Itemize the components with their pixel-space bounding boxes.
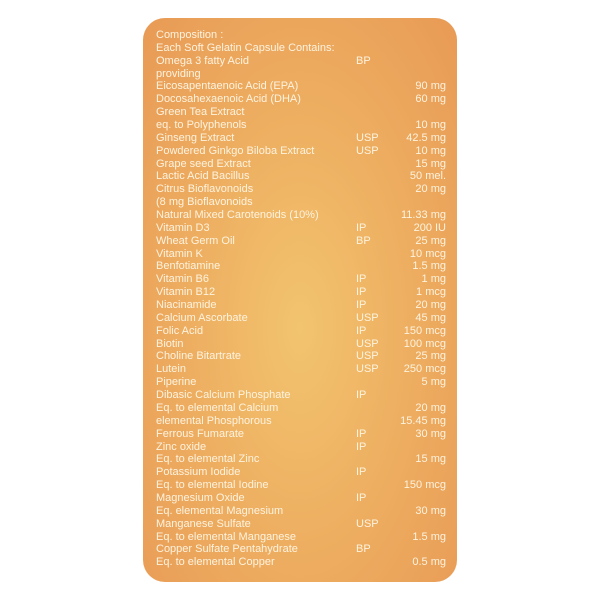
ingredient-quantity: 10 mg [415, 144, 446, 157]
ingredient-row [156, 260, 457, 273]
composition-heading [156, 29, 457, 42]
ingredient-name: Calcium Ascorbate [156, 311, 248, 324]
ingredient-name: Lactic Acid Bacillus [156, 170, 250, 183]
ingredient-row [156, 158, 457, 171]
ingredient-row [156, 556, 457, 569]
ingredient-standard: IP [356, 427, 367, 440]
ingredient-name: Benfotiamine [156, 260, 221, 273]
ingredient-quantity: 10 mg [415, 119, 446, 132]
ingredient-name: Eq. to elemental Zinc [156, 453, 260, 466]
ingredient-row [156, 453, 457, 466]
ingredient-row [156, 505, 457, 518]
ingredient-quantity: 45 mg [415, 311, 446, 324]
ingredient-name: Piperine [156, 376, 197, 389]
ingredient-name: Grape seed Extract [156, 157, 251, 170]
ingredient-standard: IP [356, 324, 367, 337]
ingredient-name: Vitamin K [156, 247, 203, 260]
ingredient-name: Eq. to elemental Copper [156, 556, 275, 569]
ingredient-name: Ginseng Extract [156, 131, 235, 144]
ingredient-name: Magnesium Oxide [156, 491, 245, 504]
ingredient-quantity: 15.45 mg [400, 414, 446, 427]
ingredient-row [156, 441, 457, 454]
ingredient-row [156, 196, 457, 209]
ingredient-standard: IP [356, 389, 367, 402]
ingredient-name: Folic Acid [156, 324, 204, 337]
ingredient-name: Eq. to elemental Manganese [156, 530, 297, 543]
ingredient-row [156, 132, 457, 145]
ingredient-row [156, 80, 457, 93]
ingredient-row [156, 479, 457, 492]
ingredient-name: Eq. elemental Magnesium [156, 504, 284, 517]
ingredient-name: Niacinamide [156, 299, 217, 312]
ingredient-name: Eq. to elemental Calcium [156, 401, 279, 414]
ingredient-standard: IP [356, 440, 367, 453]
composition-subtitle: Each Soft Gelatin Capsule Contains: [156, 41, 335, 54]
ingredient-row [156, 402, 457, 415]
ingredient-row [156, 389, 457, 402]
ingredient-standard: BP [356, 54, 371, 67]
ingredient-quantity: 5 mg [421, 376, 446, 389]
ingredient-name: Lutein [156, 363, 186, 376]
ingredient-quantity: 30 mg [415, 504, 446, 517]
ingredient-name: providing [156, 67, 201, 80]
ingredient-row [156, 170, 457, 183]
ingredient-quantity: 42.5 mg [406, 131, 446, 144]
ingredient-name: Eicosapentaenoic Acid (EPA) [156, 80, 299, 93]
ingredient-name: Wheat Germ Oil [156, 234, 235, 247]
ingredient-row [156, 338, 457, 351]
ingredient-row [156, 106, 457, 119]
ingredient-row [156, 145, 457, 158]
ingredient-name: elemental Phosphorous [156, 414, 272, 427]
ingredient-quantity: 15 mg [415, 157, 446, 170]
ingredient-standard: USP [356, 517, 379, 530]
composition-subheading [156, 42, 457, 55]
ingredient-row [156, 312, 457, 325]
ingredient-name: Manganese Sulfate [156, 517, 251, 530]
ingredient-standard: IP [356, 491, 367, 504]
ingredient-standard: USP [356, 311, 379, 324]
ingredient-name: Docosahexaenoic Acid (DHA) [156, 93, 301, 106]
ingredient-quantity: 25 mg [415, 350, 446, 363]
composition-title: Composition : [156, 29, 224, 41]
ingredient-name: eq. to Polyphenols [156, 119, 247, 132]
ingredient-standard: IP [356, 221, 367, 234]
ingredient-name: Omega 3 fatty Acid [156, 54, 249, 67]
ingredient-standard: IP [356, 299, 367, 312]
ingredient-quantity: 60 mg [415, 93, 446, 106]
ingredient-quantity: 25 mg [415, 234, 446, 247]
ingredient-quantity: 150 mcg [403, 324, 446, 337]
ingredient-quantity: 11.33 mg [400, 209, 446, 222]
ingredient-quantity: 1.5 mg [412, 260, 446, 273]
ingredient-list [156, 55, 457, 569]
ingredient-name: Natural Mixed Carotenoids (10%) [156, 209, 319, 222]
ingredient-quantity: 1 mcg [416, 286, 446, 299]
ingredient-row [156, 543, 457, 556]
ingredient-standard: USP [356, 363, 379, 376]
ingredient-name: Green Tea Extract [156, 106, 245, 119]
ingredient-row [156, 531, 457, 544]
ingredient-name: Citrus Bioflavonoids [156, 183, 254, 196]
ingredient-row [156, 350, 457, 363]
ingredient-standard: IP [356, 286, 367, 299]
ingredient-name: Vitamin B12 [156, 286, 216, 299]
ingredient-row [156, 325, 457, 338]
ingredient-row [156, 518, 457, 531]
ingredient-row [156, 248, 457, 261]
ingredient-quantity: 0.5 mg [412, 556, 446, 569]
ingredient-name: (8 mg Bioflavonoids [156, 196, 253, 209]
ingredient-row [156, 466, 457, 479]
ingredient-name: Vitamin B6 [156, 273, 209, 286]
ingredient-row [156, 428, 457, 441]
ingredient-quantity: 20 mg [415, 183, 446, 196]
ingredient-standard: BP [356, 543, 371, 556]
ingredient-row [156, 376, 457, 389]
ingredient-row [156, 273, 457, 286]
ingredient-quantity: 15 mg [415, 453, 446, 466]
ingredient-name: Zinc oxide [156, 440, 207, 453]
ingredient-standard: IP [356, 466, 367, 479]
ingredient-name: Powdered Ginkgo Biloba Extract [156, 144, 315, 157]
ingredient-quantity: 1 mg [421, 273, 446, 286]
ingredient-quantity: 20 mg [415, 299, 446, 312]
ingredient-name: Copper Sulfate Pentahydrate [156, 543, 298, 556]
ingredient-name: Biotin [156, 337, 184, 350]
ingredient-quantity: 30 mg [415, 427, 446, 440]
ingredient-row [156, 299, 457, 312]
ingredient-row [156, 235, 457, 248]
ingredient-quantity: 50 mel. [409, 170, 446, 183]
ingredient-name: Eq. to elemental Iodine [156, 479, 269, 492]
ingredient-row [156, 415, 457, 428]
ingredient-quantity: 20 mg [415, 401, 446, 414]
ingredient-row [156, 209, 457, 222]
ingredient-quantity: 1.5 mg [412, 530, 446, 543]
ingredient-name: Vitamin D3 [156, 221, 210, 234]
ingredient-name: Choline Bitartrate [156, 350, 241, 363]
ingredient-quantity: 90 mg [415, 80, 446, 93]
ingredient-quantity: 250 mcg [403, 363, 446, 376]
ingredient-standard: USP [356, 337, 379, 350]
ingredient-name: Ferrous Fumarate [156, 427, 245, 440]
ingredient-standard: BP [356, 234, 371, 247]
ingredient-row [156, 55, 457, 68]
ingredient-standard: USP [356, 144, 379, 157]
ingredient-row [156, 492, 457, 505]
ingredient-row [156, 119, 457, 132]
composition-label-card [143, 18, 457, 582]
ingredient-standard: IP [356, 273, 367, 286]
ingredient-row [156, 68, 457, 81]
ingredient-quantity: 10 mcg [409, 247, 446, 260]
ingredient-row [156, 222, 457, 235]
ingredient-quantity: 100 mcg [403, 337, 446, 350]
ingredient-row [156, 183, 457, 196]
ingredient-standard: USP [356, 350, 379, 363]
ingredient-quantity: 150 mcg [403, 479, 446, 492]
ingredient-row [156, 93, 457, 106]
ingredient-row [156, 286, 457, 299]
ingredient-name: Dibasic Calcium Phosphate [156, 389, 291, 402]
ingredient-standard: USP [356, 131, 379, 144]
ingredient-quantity: 200 IU [413, 221, 446, 234]
ingredient-name: Potassium Iodide [156, 466, 241, 479]
ingredient-row [156, 363, 457, 376]
